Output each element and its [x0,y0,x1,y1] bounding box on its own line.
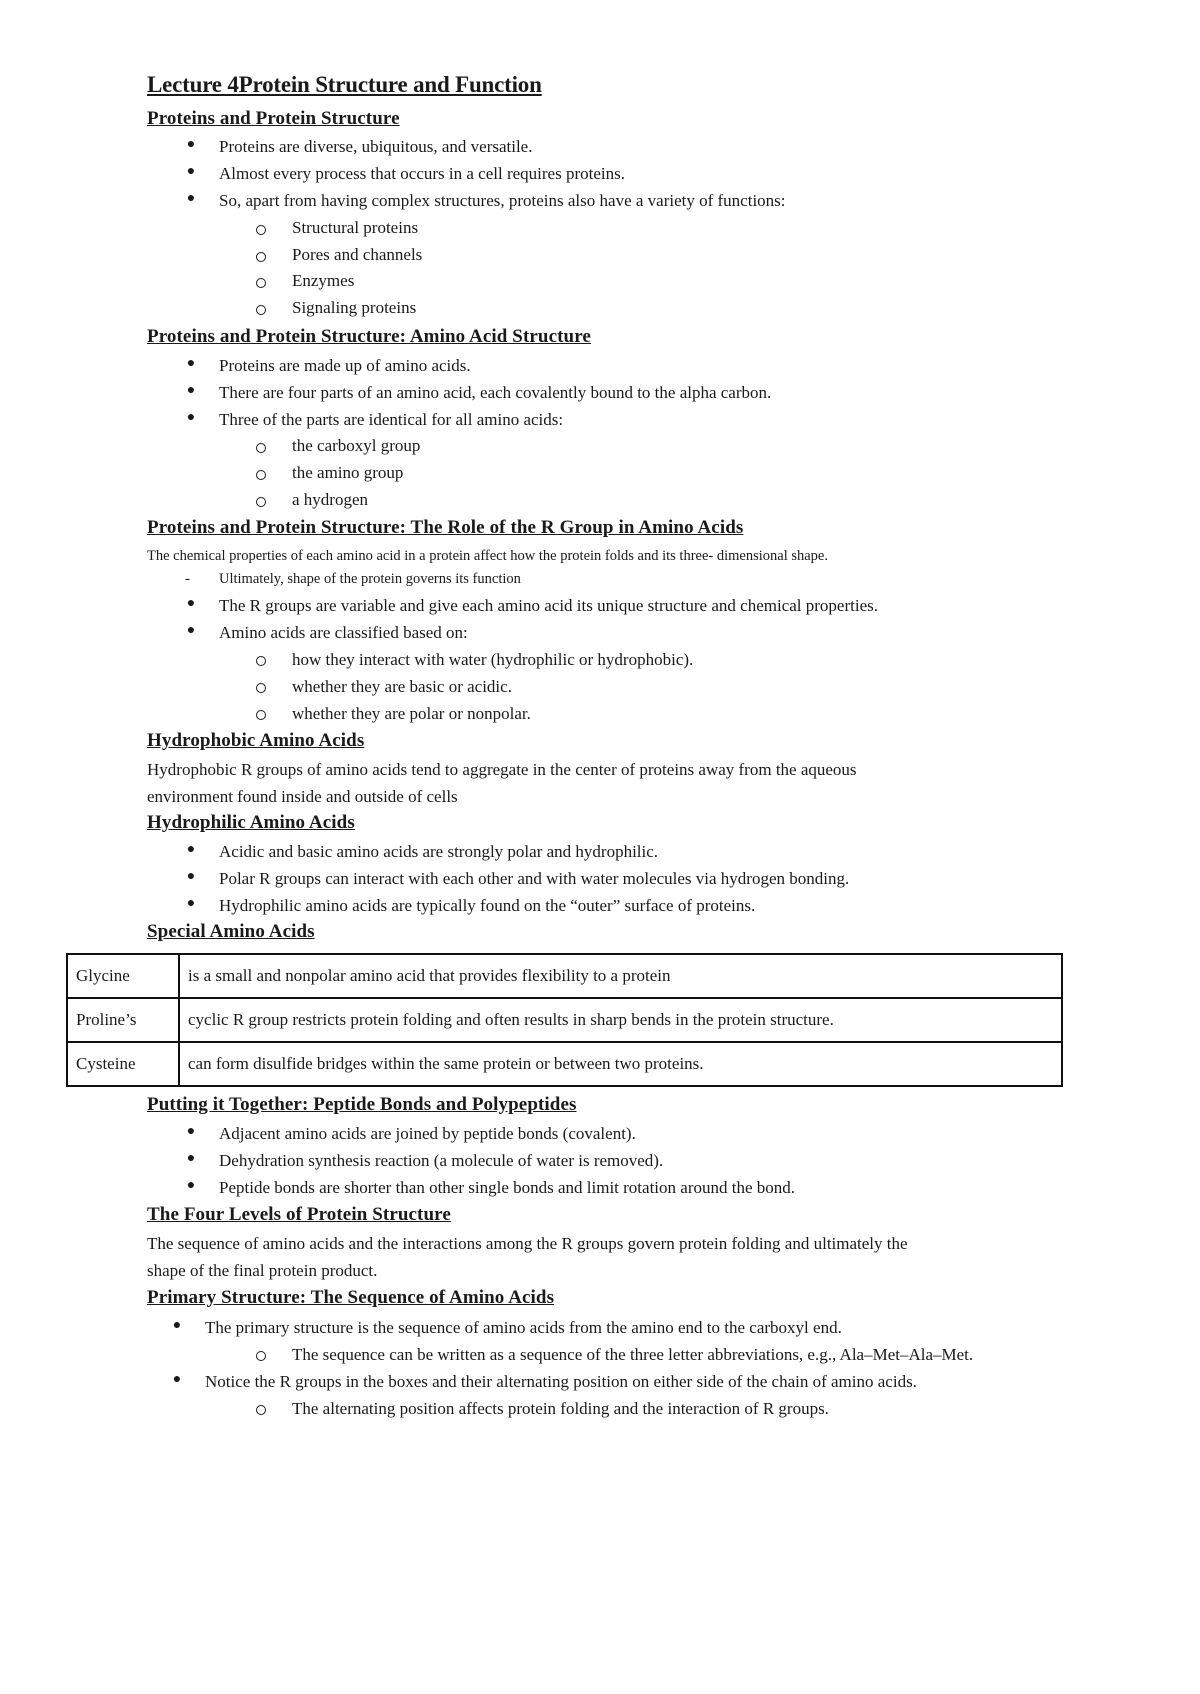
document-title: Lecture 4Protein Structure and Function [147,72,542,97]
bullet-icon: ● [186,869,196,884]
paragraph-line: Hydrophobic R groups of amino acids tend to aggregate in the center of proteins away from the aqueous [147,760,857,779]
sub-list-item: Enzymes [292,271,355,290]
sub-list-item: whether they are basic or acidic. [292,677,512,696]
bullet-icon: ● [186,410,196,425]
sub-list-item: The alternating position affects protein folding and the interaction of R groups. [292,1399,829,1418]
bullet-icon: ● [186,842,196,857]
circle-bullet-icon [256,225,266,235]
sub-list-item: a hydrogen [292,490,369,509]
table-row [67,1042,1062,1086]
list-item: Three of the parts are identical for all amino acids: [219,410,564,429]
bullet-icon: ● [186,137,196,152]
sub-list-item: Signaling proteins [292,298,417,317]
section-heading-hydrophobic: Hydrophobic Amino Acids [147,730,365,751]
table-row [67,954,1062,998]
list-item: Adjacent amino acids are joined by peptide bonds (covalent). [219,1124,636,1143]
dash-list-item: Ultimately, shape of the protein governs its function [219,571,521,587]
circle-bullet-icon [256,656,266,666]
list-item: The primary structure is the sequence of amino acids from the amino end to the carboxyl end. [205,1318,842,1337]
list-item: Almost every process that occurs in a cell requires proteins. [219,164,625,183]
table-cell-desc: cyclic R group restricts protein folding and often results in sharp bends in the protein structure. [179,998,1062,1042]
paragraph-line: environment found inside and outside of cells [147,787,458,806]
section-heading-four-levels: The Four Levels of Protein Structure [147,1204,451,1225]
circle-bullet-icon [256,710,266,720]
sub-list-item: the carboxyl group [292,436,421,455]
sub-list-item: how they interact with water (hydrophilic or hydrophobic). [292,650,694,669]
list-item: Hydrophilic amino acids are typically found on the “outer” surface of proteins. [219,896,756,915]
table-cell-desc: can form disulfide bridges within the same protein or between two proteins. [179,1042,1062,1086]
table-row [67,998,1062,1042]
bullet-icon: ● [172,1372,182,1387]
sub-list-item: the amino group [292,463,404,482]
list-item: The R groups are variable and give each amino acid its unique structure and chemical properties. [219,596,878,615]
dash-bullet: - [185,571,190,587]
table-cell-desc: is a small and nonpolar amino acid that provides flexibility to a protein [179,954,1062,998]
bullet-icon: ● [186,1124,196,1139]
bullet-icon: ● [186,1178,196,1193]
section-heading-proteins-structure: Proteins and Protein Structure [147,108,400,129]
list-item: Peptide bonds are shorter than other single bonds and limit rotation around the bond. [219,1178,795,1197]
list-item: Polar R groups can interact with each other and with water molecules via hydrogen bonding. [219,869,850,888]
circle-bullet-icon [256,683,266,693]
circle-bullet-icon [256,278,266,288]
section-heading-r-group-role: Proteins and Protein Structure: The Role of the R Group in Amino Acids [147,517,744,538]
circle-bullet-icon [256,1351,266,1361]
circle-bullet-icon [256,1405,266,1415]
section-heading-amino-acid-structure: Proteins and Protein Structure: Amino Acid Structure [147,326,591,347]
bullet-icon: ● [186,383,196,398]
paragraph-line: shape of the final protein product. [147,1261,378,1280]
sub-list-item: Pores and channels [292,245,423,264]
bullet-icon: ● [186,164,196,179]
circle-bullet-icon [256,305,266,315]
list-item: So, apart from having complex structures, proteins also have a variety of functions: [219,191,786,210]
table-cell-name: Cysteine [67,1042,179,1086]
list-item: There are four parts of an amino acid, each covalently bound to the alpha carbon. [219,383,772,402]
circle-bullet-icon [256,497,266,507]
bullet-icon: ● [186,896,196,911]
section-heading-hydrophilic: Hydrophilic Amino Acids [147,812,355,833]
list-item: Amino acids are classified based on: [219,623,468,642]
list-item: Proteins are diverse, ubiquitous, and versatile. [219,137,533,156]
sub-list-item: Structural proteins [292,218,419,237]
intro-paragraph: The chemical properties of each amino acid in a protein affect how the protein folds and its three- dimensional shape. [147,548,828,564]
list-item: Dehydration synthesis reaction (a molecule of water is removed). [219,1151,664,1170]
bullet-icon: ● [186,623,196,638]
circle-bullet-icon [256,443,266,453]
circle-bullet-icon [256,470,266,480]
circle-bullet-icon [256,252,266,262]
list-item: Notice the R groups in the boxes and their alternating position on either side of the chain of amino acids. [205,1372,917,1391]
section-heading-primary-structure: Primary Structure: The Sequence of Amino Acids [147,1287,555,1308]
special-amino-acids-table [66,953,1063,1087]
list-item: Proteins are made up of amino acids. [219,356,471,375]
sub-list-item: whether they are polar or nonpolar. [292,704,531,723]
bullet-icon: ● [186,596,196,611]
list-item: Acidic and basic amino acids are strongly polar and hydrophilic. [219,842,659,861]
bullet-icon: ● [186,1151,196,1166]
paragraph-line: The sequence of amino acids and the interactions among the R groups govern protein folding and ultimately the [147,1234,908,1253]
section-heading-special-amino-acids: Special Amino Acids [147,921,315,942]
table-cell-name: Glycine [67,954,179,998]
bullet-icon: ● [186,356,196,371]
bullet-icon: ● [172,1318,182,1333]
table-cell-name: Proline’s [67,998,179,1042]
bullet-icon: ● [186,191,196,206]
section-heading-peptide-bonds: Putting it Together: Peptide Bonds and Polypeptides [147,1094,577,1115]
sub-list-item: The sequence can be written as a sequence of the three letter abbreviations, e.g., Ala–Met–Ala–Met. [292,1345,974,1364]
